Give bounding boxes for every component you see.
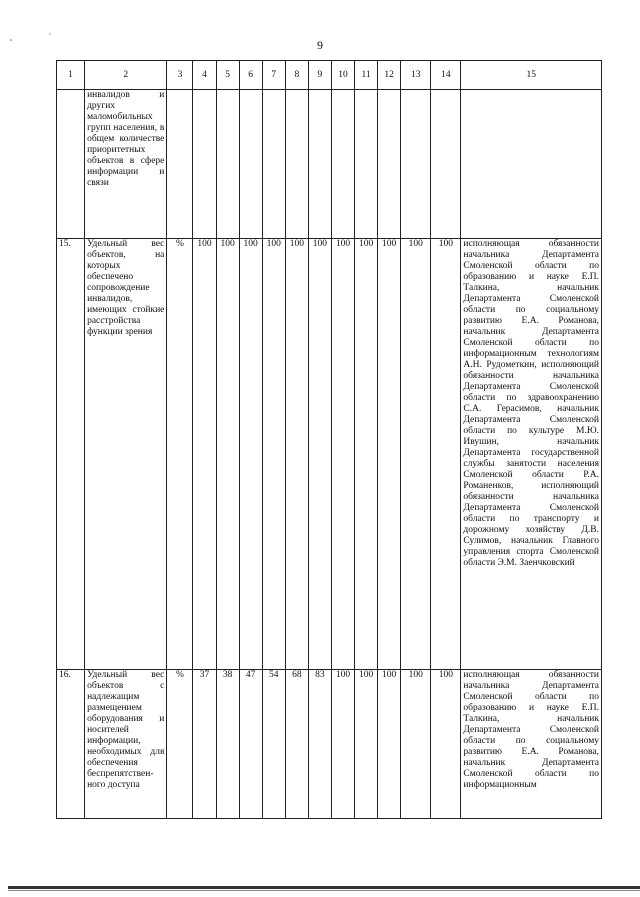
value-cell: 100 — [331, 670, 354, 819]
indicator-name: инвалидов и других маломобильных групп населения, в общем количестве приоритетных объектов в сфере информации и связи — [85, 90, 167, 239]
table-header-row — [57, 61, 602, 90]
column-header: 13 — [401, 61, 431, 90]
value-cell: 100 — [378, 670, 401, 819]
value-cell: 83 — [308, 670, 331, 819]
value-cell — [331, 90, 354, 239]
value-cell: 100 — [262, 239, 285, 670]
value-cell — [285, 90, 308, 239]
value-cell: 100 — [193, 239, 216, 670]
indicator-name: Удельный вес объектов, на которых обеспечено сопровождение инвалидов, имеющих стойкие расстройства функции зрения — [85, 239, 167, 670]
table-row — [57, 239, 602, 670]
value-cell: 100 — [401, 239, 431, 670]
indicator-name: Удельный вес объектов с надлежащим размещением оборудования и носителей информации, необходимых для обеспечения беспрепятствен-ного доступа — [85, 670, 167, 819]
scan-bottom-edge-shadow — [8, 890, 640, 891]
table-row — [57, 670, 602, 819]
responsible-cell: исполняющая обязанности начальника Департамента Смоленской области по образованию и науке Е.П. Талкина, начальник Департамента Смоленской области по социальному развитию Е.А. Романова, начальник Департамента Смоленской области по информационным — [461, 670, 602, 819]
row-number — [57, 90, 85, 239]
value-cell: 100 — [285, 239, 308, 670]
value-cell — [262, 90, 285, 239]
value-cell — [355, 90, 378, 239]
column-header: 10 — [331, 61, 354, 90]
value-cell: 37 — [193, 670, 216, 819]
value-cell — [239, 90, 262, 239]
column-header: 6 — [239, 61, 262, 90]
value-cell — [216, 90, 239, 239]
column-header: 1 — [57, 61, 85, 90]
column-header: 9 — [308, 61, 331, 90]
column-header: 14 — [431, 61, 461, 90]
value-cell — [193, 90, 216, 239]
value-cell: 38 — [216, 670, 239, 819]
column-header: 12 — [378, 61, 401, 90]
value-cell: 54 — [262, 670, 285, 819]
row-number: 15. — [57, 239, 85, 670]
unit-cell: % — [167, 670, 193, 819]
value-cell — [308, 90, 331, 239]
data-table — [56, 60, 602, 819]
value-cell: 100 — [216, 239, 239, 670]
value-cell — [378, 90, 401, 239]
table-row — [57, 90, 602, 239]
column-header: 3 — [167, 61, 193, 90]
column-header: 5 — [216, 61, 239, 90]
value-cell: 100 — [331, 239, 354, 670]
value-cell: 47 — [239, 670, 262, 819]
value-cell: 100 — [431, 239, 461, 670]
unit-cell: % — [167, 239, 193, 670]
page-number: 9 — [317, 38, 323, 52]
scan-bottom-edge — [8, 886, 640, 889]
value-cell: 100 — [355, 239, 378, 670]
value-cell: 100 — [308, 239, 331, 670]
value-cell: 68 — [285, 670, 308, 819]
responsible-cell — [461, 90, 602, 239]
value-cell: 100 — [378, 239, 401, 670]
unit-cell — [167, 90, 193, 239]
value-cell: 100 — [431, 670, 461, 819]
value-cell — [431, 90, 461, 239]
column-header: 11 — [355, 61, 378, 90]
value-cell: 100 — [355, 670, 378, 819]
column-header: 4 — [193, 61, 216, 90]
responsible-cell: исполняющая обязанности начальника Департамента Смоленской области по образованию и науке Е.П. Талкина, начальник Департамента Смоленской области по социальному развитию Е.А. Романова, начальник Департамента Смоленской области по информационным технологиям А.Н. Рудометкин, исполняющий обязанности начальника Департамента Смоленской области по здравоохранению С.А. Герасимов, начальник Департамента Смоленской области по культуре М.Ю. Ивушин, начальник Департамента государственной службы занятости населения Смоленской области Р.А. Романенков, исполняющий обязанности начальника Департамента Смоленской области по транспорту и дорожному хозяйству Д.В. Сулимов, начальник Главного управления спорта Смоленской области Э.М. Заенчковский — [461, 239, 602, 670]
column-header: 7 — [262, 61, 285, 90]
value-cell: 100 — [239, 239, 262, 670]
scan-specks — [8, 28, 68, 48]
column-header: 8 — [285, 61, 308, 90]
column-header: 15 — [461, 61, 602, 90]
column-header: 2 — [85, 61, 167, 90]
value-cell — [401, 90, 431, 239]
row-number: 16. — [57, 670, 85, 819]
value-cell: 100 — [401, 670, 431, 819]
